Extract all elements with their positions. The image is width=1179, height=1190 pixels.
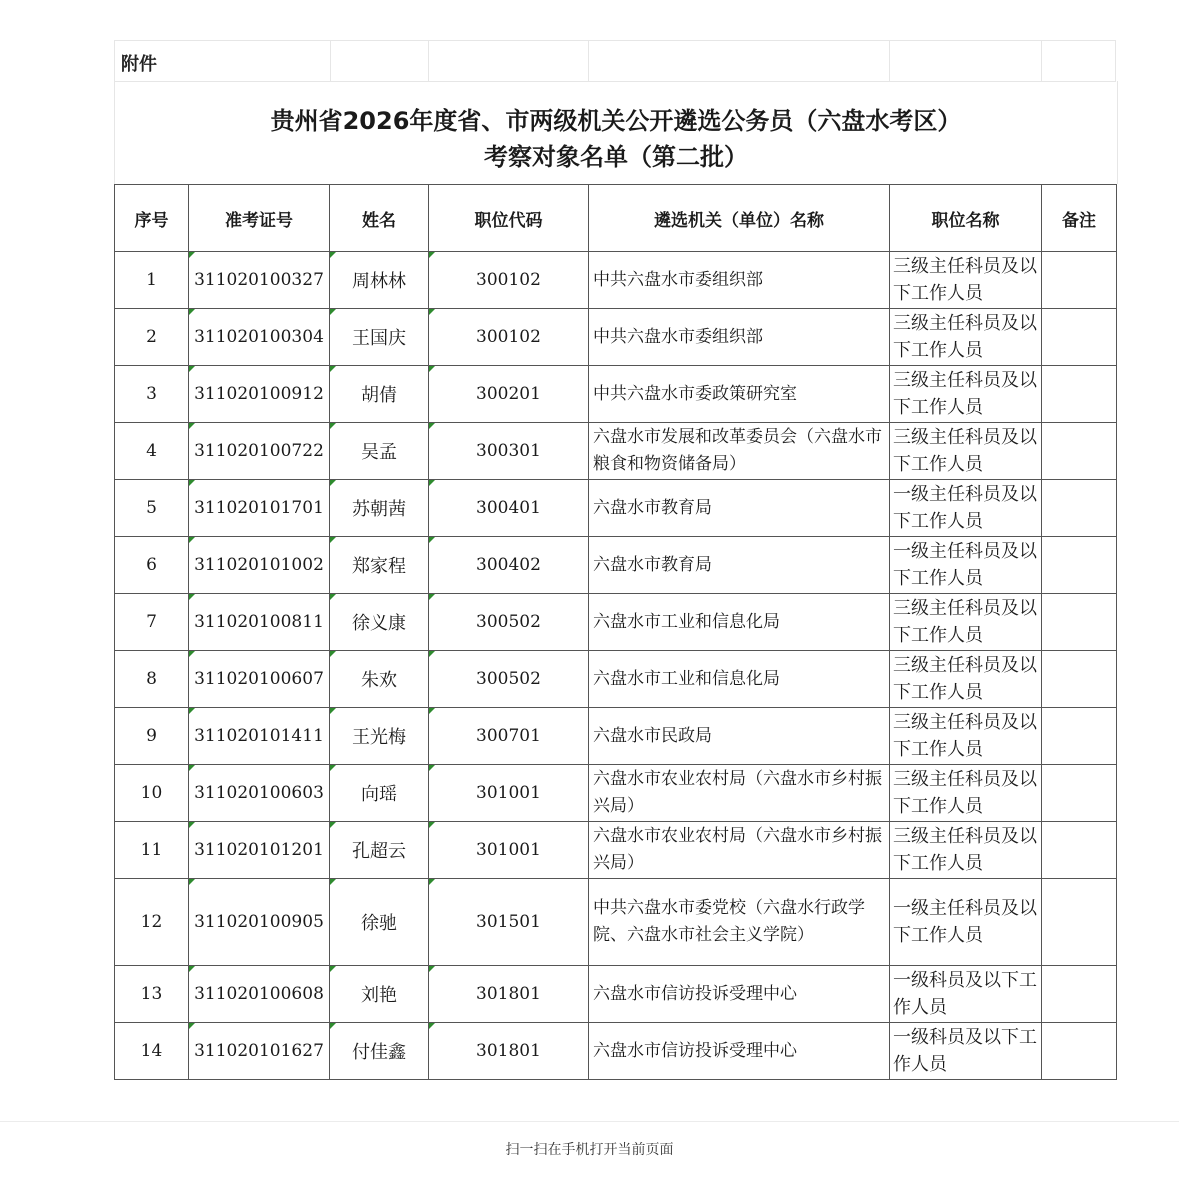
attachment-row xyxy=(114,40,1116,81)
cell-code: 301001 xyxy=(429,822,589,879)
cell-position: 三级主任科员及以下工作人员 xyxy=(890,366,1042,423)
cell-ticket: 311020101627 xyxy=(189,1023,330,1080)
cell-org: 中共六盘水市委政策研究室 xyxy=(589,366,890,423)
cell-name: 周林林 xyxy=(330,252,429,309)
cell-note xyxy=(1042,480,1117,537)
cell-seq: 2 xyxy=(115,309,189,366)
cell-ticket: 311020100608 xyxy=(189,966,330,1023)
candidate-table xyxy=(114,184,1117,1080)
cell-ticket: 311020101411 xyxy=(189,708,330,765)
cell-note xyxy=(1042,822,1117,879)
cell-note xyxy=(1042,879,1117,966)
footer-divider xyxy=(0,1121,1179,1122)
cell-ticket: 311020100327 xyxy=(189,252,330,309)
cell-code: 300301 xyxy=(429,423,589,480)
cell-name: 胡倩 xyxy=(330,366,429,423)
cell-name: 向瑶 xyxy=(330,765,429,822)
cell-note xyxy=(1042,966,1117,1023)
footer-qr-hint[interactable]: 扫一扫在手机打开当前页面 xyxy=(505,1142,674,1158)
cell-seq: 6 xyxy=(115,537,189,594)
cell-position: 三级主任科员及以下工作人员 xyxy=(890,708,1042,765)
cell-seq: 7 xyxy=(115,594,189,651)
cell-code: 301501 xyxy=(429,879,589,966)
cell-note xyxy=(1042,594,1117,651)
header-ticket: 准考证号 xyxy=(189,185,330,252)
attachment-label: 附件 xyxy=(121,54,157,75)
cell-position: 三级主任科员及以下工作人员 xyxy=(890,765,1042,822)
table-row xyxy=(115,366,1117,423)
cell-name: 朱欢 xyxy=(330,651,429,708)
attach-cell xyxy=(588,40,890,82)
cell-code: 301001 xyxy=(429,765,589,822)
cell-org: 中共六盘水市委党校（六盘水行政学院、六盘水市社会主义学院） xyxy=(589,879,890,966)
cell-name: 徐义康 xyxy=(330,594,429,651)
cell-name: 郑家程 xyxy=(330,537,429,594)
cell-code: 300102 xyxy=(429,309,589,366)
table-row xyxy=(115,879,1117,966)
cell-ticket: 311020100811 xyxy=(189,594,330,651)
cell-org: 六盘水市发展和改革委员会（六盘水市粮食和物资储备局） xyxy=(589,423,890,480)
cell-note xyxy=(1042,537,1117,594)
cell-name: 吴孟 xyxy=(330,423,429,480)
table-row xyxy=(115,480,1117,537)
table-row xyxy=(115,423,1117,480)
cell-code: 300201 xyxy=(429,366,589,423)
cell-org: 中共六盘水市委组织部 xyxy=(589,252,890,309)
cell-name: 王光梅 xyxy=(330,708,429,765)
document-subtitle: 考察对象名单（第二批） xyxy=(484,143,748,171)
cell-seq: 14 xyxy=(115,1023,189,1080)
cell-ticket: 311020100304 xyxy=(189,309,330,366)
cell-position: 一级科员及以下工作人员 xyxy=(890,966,1042,1023)
cell-org: 中共六盘水市委组织部 xyxy=(589,309,890,366)
cell-code: 300502 xyxy=(429,651,589,708)
header-org: 遴选机关（单位）名称 xyxy=(589,185,890,252)
table-row xyxy=(115,252,1117,309)
cell-note xyxy=(1042,765,1117,822)
document-title: 贵州省2026年度省、市两级机关公开遴选公务员（六盘水考区） xyxy=(270,107,962,135)
cell-code: 301801 xyxy=(429,1023,589,1080)
table-row xyxy=(115,1023,1117,1080)
table-row xyxy=(115,651,1117,708)
table-row xyxy=(115,594,1117,651)
cell-org: 六盘水市教育局 xyxy=(589,480,890,537)
cell-seq: 5 xyxy=(115,480,189,537)
cell-note xyxy=(1042,708,1117,765)
cell-note xyxy=(1042,252,1117,309)
cell-note xyxy=(1042,1023,1117,1080)
cell-seq: 11 xyxy=(115,822,189,879)
cell-note xyxy=(1042,366,1117,423)
cell-position: 三级主任科员及以下工作人员 xyxy=(890,594,1042,651)
cell-code: 301801 xyxy=(429,966,589,1023)
cell-org: 六盘水市农业农村局（六盘水市乡村振兴局） xyxy=(589,822,890,879)
cell-name: 付佳鑫 xyxy=(330,1023,429,1080)
cell-position: 一级主任科员及以下工作人员 xyxy=(890,480,1042,537)
attach-cell xyxy=(114,40,331,82)
attach-cell xyxy=(889,40,1042,82)
cell-org: 六盘水市信访投诉受理中心 xyxy=(589,966,890,1023)
cell-code: 300502 xyxy=(429,594,589,651)
cell-seq: 4 xyxy=(115,423,189,480)
table-row xyxy=(115,708,1117,765)
cell-code: 300402 xyxy=(429,537,589,594)
header-seq: 序号 xyxy=(115,185,189,252)
cell-note xyxy=(1042,309,1117,366)
cell-ticket: 311020100905 xyxy=(189,879,330,966)
cell-ticket: 311020101201 xyxy=(189,822,330,879)
cell-position: 一级主任科员及以下工作人员 xyxy=(890,537,1042,594)
cell-name: 孔超云 xyxy=(330,822,429,879)
cell-code: 300102 xyxy=(429,252,589,309)
table-row xyxy=(115,822,1117,879)
cell-org: 六盘水市工业和信息化局 xyxy=(589,594,890,651)
cell-seq: 10 xyxy=(115,765,189,822)
cell-seq: 3 xyxy=(115,366,189,423)
cell-ticket: 311020100912 xyxy=(189,366,330,423)
cell-org: 六盘水市民政局 xyxy=(589,708,890,765)
cell-org: 六盘水市农业农村局（六盘水市乡村振兴局） xyxy=(589,765,890,822)
header-name: 姓名 xyxy=(330,185,429,252)
cell-seq: 12 xyxy=(115,879,189,966)
cell-position: 三级主任科员及以下工作人员 xyxy=(890,651,1042,708)
cell-position: 三级主任科员及以下工作人员 xyxy=(890,822,1042,879)
cell-name: 刘艳 xyxy=(330,966,429,1023)
header-note: 备注 xyxy=(1042,185,1117,252)
cell-note xyxy=(1042,651,1117,708)
cell-org: 六盘水市工业和信息化局 xyxy=(589,651,890,708)
cell-ticket: 311020101002 xyxy=(189,537,330,594)
table-row xyxy=(115,966,1117,1023)
title-box xyxy=(114,81,1118,184)
cell-position: 一级科员及以下工作人员 xyxy=(890,1023,1042,1080)
cell-seq: 13 xyxy=(115,966,189,1023)
cell-code: 300401 xyxy=(429,480,589,537)
cell-code: 300701 xyxy=(429,708,589,765)
header-position: 职位名称 xyxy=(890,185,1042,252)
table-row xyxy=(115,309,1117,366)
table-header-row xyxy=(115,185,1117,252)
attach-cell xyxy=(1041,40,1116,82)
cell-note xyxy=(1042,423,1117,480)
cell-org: 六盘水市信访投诉受理中心 xyxy=(589,1023,890,1080)
cell-org: 六盘水市教育局 xyxy=(589,537,890,594)
cell-ticket: 311020101701 xyxy=(189,480,330,537)
table-row xyxy=(115,765,1117,822)
cell-seq: 9 xyxy=(115,708,189,765)
cell-position: 三级主任科员及以下工作人员 xyxy=(890,252,1042,309)
header-code: 职位代码 xyxy=(429,185,589,252)
cell-name: 徐驰 xyxy=(330,879,429,966)
cell-seq: 8 xyxy=(115,651,189,708)
attach-cell xyxy=(329,40,429,82)
cell-name: 苏朝茜 xyxy=(330,480,429,537)
table-row xyxy=(115,537,1117,594)
cell-position: 三级主任科员及以下工作人员 xyxy=(890,309,1042,366)
cell-position: 三级主任科员及以下工作人员 xyxy=(890,423,1042,480)
attach-cell xyxy=(428,40,589,82)
cell-name: 王国庆 xyxy=(330,309,429,366)
cell-position: 一级主任科员及以下工作人员 xyxy=(890,879,1042,966)
cell-ticket: 311020100722 xyxy=(189,423,330,480)
cell-seq: 1 xyxy=(115,252,189,309)
cell-ticket: 311020100607 xyxy=(189,651,330,708)
cell-ticket: 311020100603 xyxy=(189,765,330,822)
